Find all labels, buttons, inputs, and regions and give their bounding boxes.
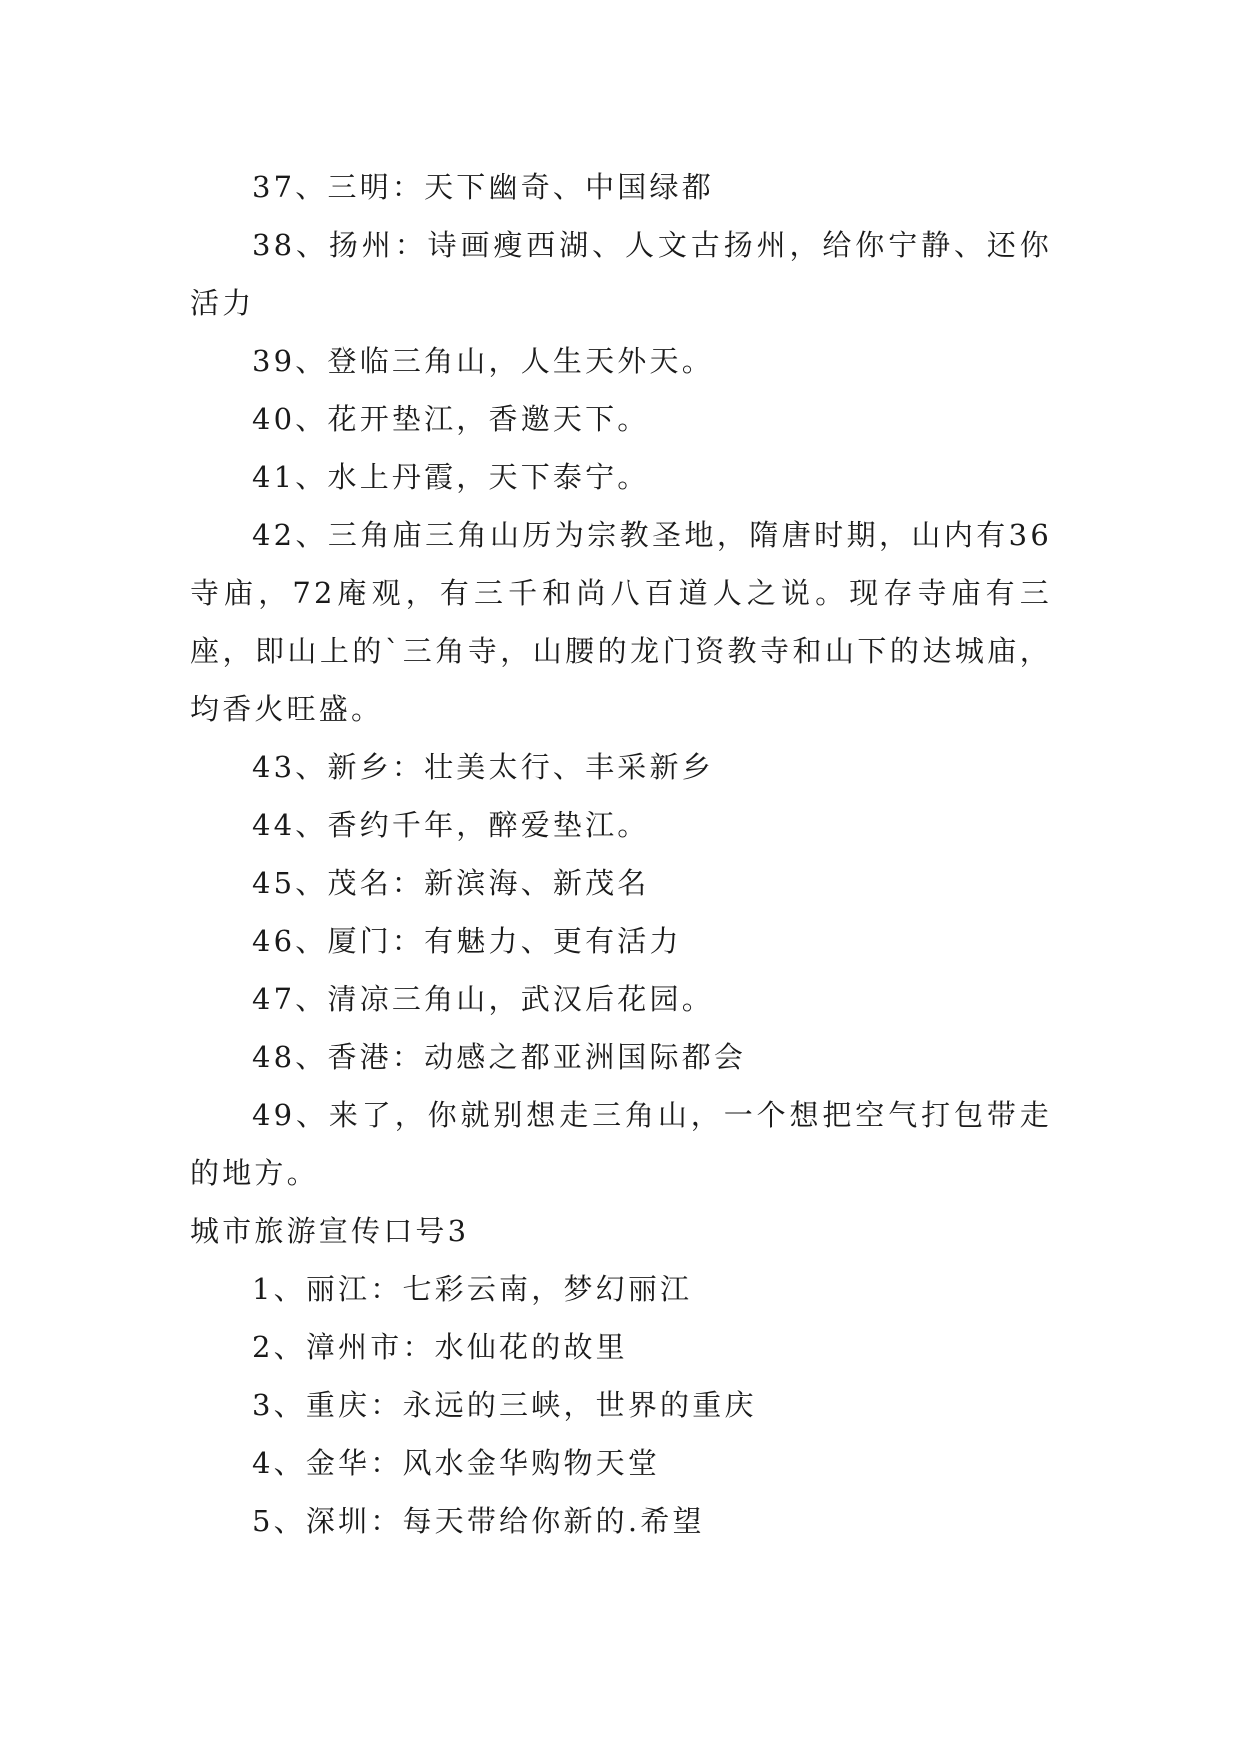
paragraph-4: 4、金华：风水金华购物天堂: [252, 1446, 661, 1480]
paragraph-45: 45、茂名：新滨海、新茂名: [252, 866, 650, 900]
paragraph-40: 40、花开垫江，香邀天下。: [252, 402, 650, 436]
document-body: [190, 158, 1052, 1550]
paragraph-37: 37、三明：天下幽奇、中国绿都: [252, 170, 714, 204]
paragraph-48: 48、香港：动感之都亚洲国际都会: [252, 1040, 747, 1074]
paragraph-38: 38、扬州：诗画瘦西湖、人文古扬州，给你宁静、还你活力: [190, 228, 1052, 320]
paragraph-49: 49、来了，你就别想走三角山，一个想把空气打包带走的地方。: [190, 1098, 1052, 1190]
paragraph-5: 5、深圳：每天带给你新的.希望: [252, 1504, 705, 1538]
paragraph-47: 47、清凉三角山，武汉后花园。: [252, 982, 714, 1016]
paragraph-41: 41、水上丹霞，天下泰宁。: [252, 460, 650, 494]
paragraph-39: 39、登临三角山，人生天外天。: [252, 344, 714, 378]
paragraph-42: 42、三角庙三角山历为宗教圣地，隋唐时期，山内有36寺庙，72庵观，有三千和尚八百道人之说。现存寺庙有三座，即山上的`三角寺，山腰的龙门资教寺和山下的达城庙，均香火旺盛。: [190, 518, 1052, 726]
paragraph-3: 3、重庆：永远的三峡，世界的重庆: [252, 1388, 757, 1422]
paragraph-44: 44、香约千年，醉爱垫江。: [252, 808, 650, 842]
paragraph-1: 1、丽江：七彩云南，梦幻丽江: [252, 1272, 693, 1306]
section-heading: 城市旅游宣传口号3: [190, 1214, 470, 1248]
paragraph-46: 46、厦门：有魅力、更有活力: [252, 924, 682, 958]
paragraph-2: 2、漳州市：水仙花的故里: [252, 1330, 628, 1364]
paragraph-43: 43、新乡：壮美太行、丰采新乡: [252, 750, 714, 784]
